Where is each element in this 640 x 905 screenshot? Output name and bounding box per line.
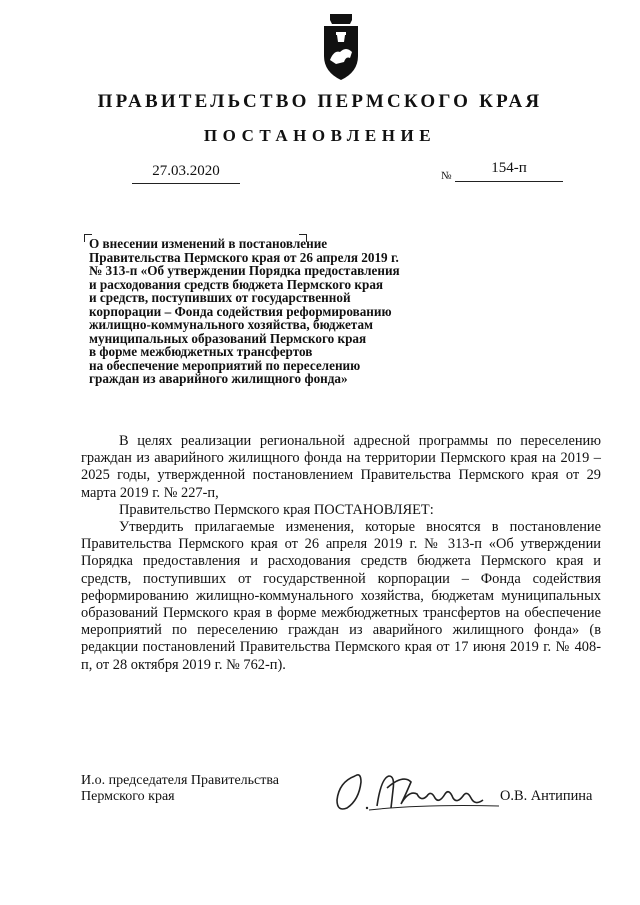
body-paragraph: Правительство Пермского края ПОСТАНОВЛЯЕТ: bbox=[119, 501, 434, 518]
signatory-name: О.В. Антипина bbox=[500, 788, 593, 804]
body-paragraph: В целях реализации региональной адресной программы по переселению граждан из аварийного жилищного фонда на территории Пермского края на 2019 – 2025 годы, утвержденной постановлением Правительства Пермского края от 29 марта 2019 г. № 227-п, bbox=[81, 433, 601, 501]
government-title: ПРАВИТЕЛЬСТВО ПЕРМСКОГО КРАЯ bbox=[97, 91, 543, 112]
document-number: 154-п bbox=[455, 160, 563, 182]
document-date: 27.03.2020 bbox=[132, 163, 240, 184]
subject-heading bbox=[89, 237, 459, 386]
subject-line: на обеспечение мероприятий по переселению bbox=[89, 357, 361, 373]
subject-line: и расходования средств бюджета Пермского края bbox=[89, 276, 384, 292]
signatory-position-line: Пермского края bbox=[81, 789, 175, 804]
number-label: № bbox=[441, 170, 452, 182]
subject-line: № 313-п «Об утверждении Порядка предоставления bbox=[89, 263, 400, 278]
subject-line: О внесении изменений в постановление bbox=[89, 236, 328, 251]
handwritten-signature bbox=[333, 768, 503, 816]
subject-line: корпорации – Фонда содействия реформированию bbox=[89, 303, 392, 319]
signatory-position-line: И.о. председателя Правительства bbox=[81, 773, 280, 788]
document-body bbox=[81, 433, 601, 674]
subject-line: и средств, поступивших от государственной bbox=[89, 290, 351, 305]
coat-of-arms-icon bbox=[316, 12, 366, 82]
subject-line: в форме межбюджетных трансфертов bbox=[89, 344, 313, 359]
subject-line: жилищно-коммунального хозяйства, бюджетам bbox=[89, 317, 374, 332]
subject-line: граждан из аварийного жилищного фонда» bbox=[89, 371, 348, 386]
subject-line: муниципальных образований Пермского края bbox=[89, 330, 367, 346]
subject-line: Правительства Пермского края от 26 апреля 2019 г. bbox=[89, 249, 399, 265]
document-type: ПОСТАНОВЛЕНИЕ bbox=[203, 126, 437, 145]
signatory-position bbox=[81, 773, 279, 805]
body-paragraph: Утвердить прилагаемые изменения, которые вносятся в постановление Правительства Пермского края от 26 апреля 2019 г. № 313-п «Об утверждении Порядка предоставления и расходования средств бюджета Пермского края и средств, поступивших от государственной корпорации – Фонда содействия реформированию жилищно-коммунального хозяйства, бюджетам муниципальных образований Пермского края в форме межбюджетных трансфертов на обеспечение мероприятий по переселению граждан из аварийного жилищного фонда» (в редакции постановлений Правительства Пермского края от 17 июня 2019 г. № 408-п, от 28 октября 2019 г. № 762-п). bbox=[81, 519, 601, 673]
